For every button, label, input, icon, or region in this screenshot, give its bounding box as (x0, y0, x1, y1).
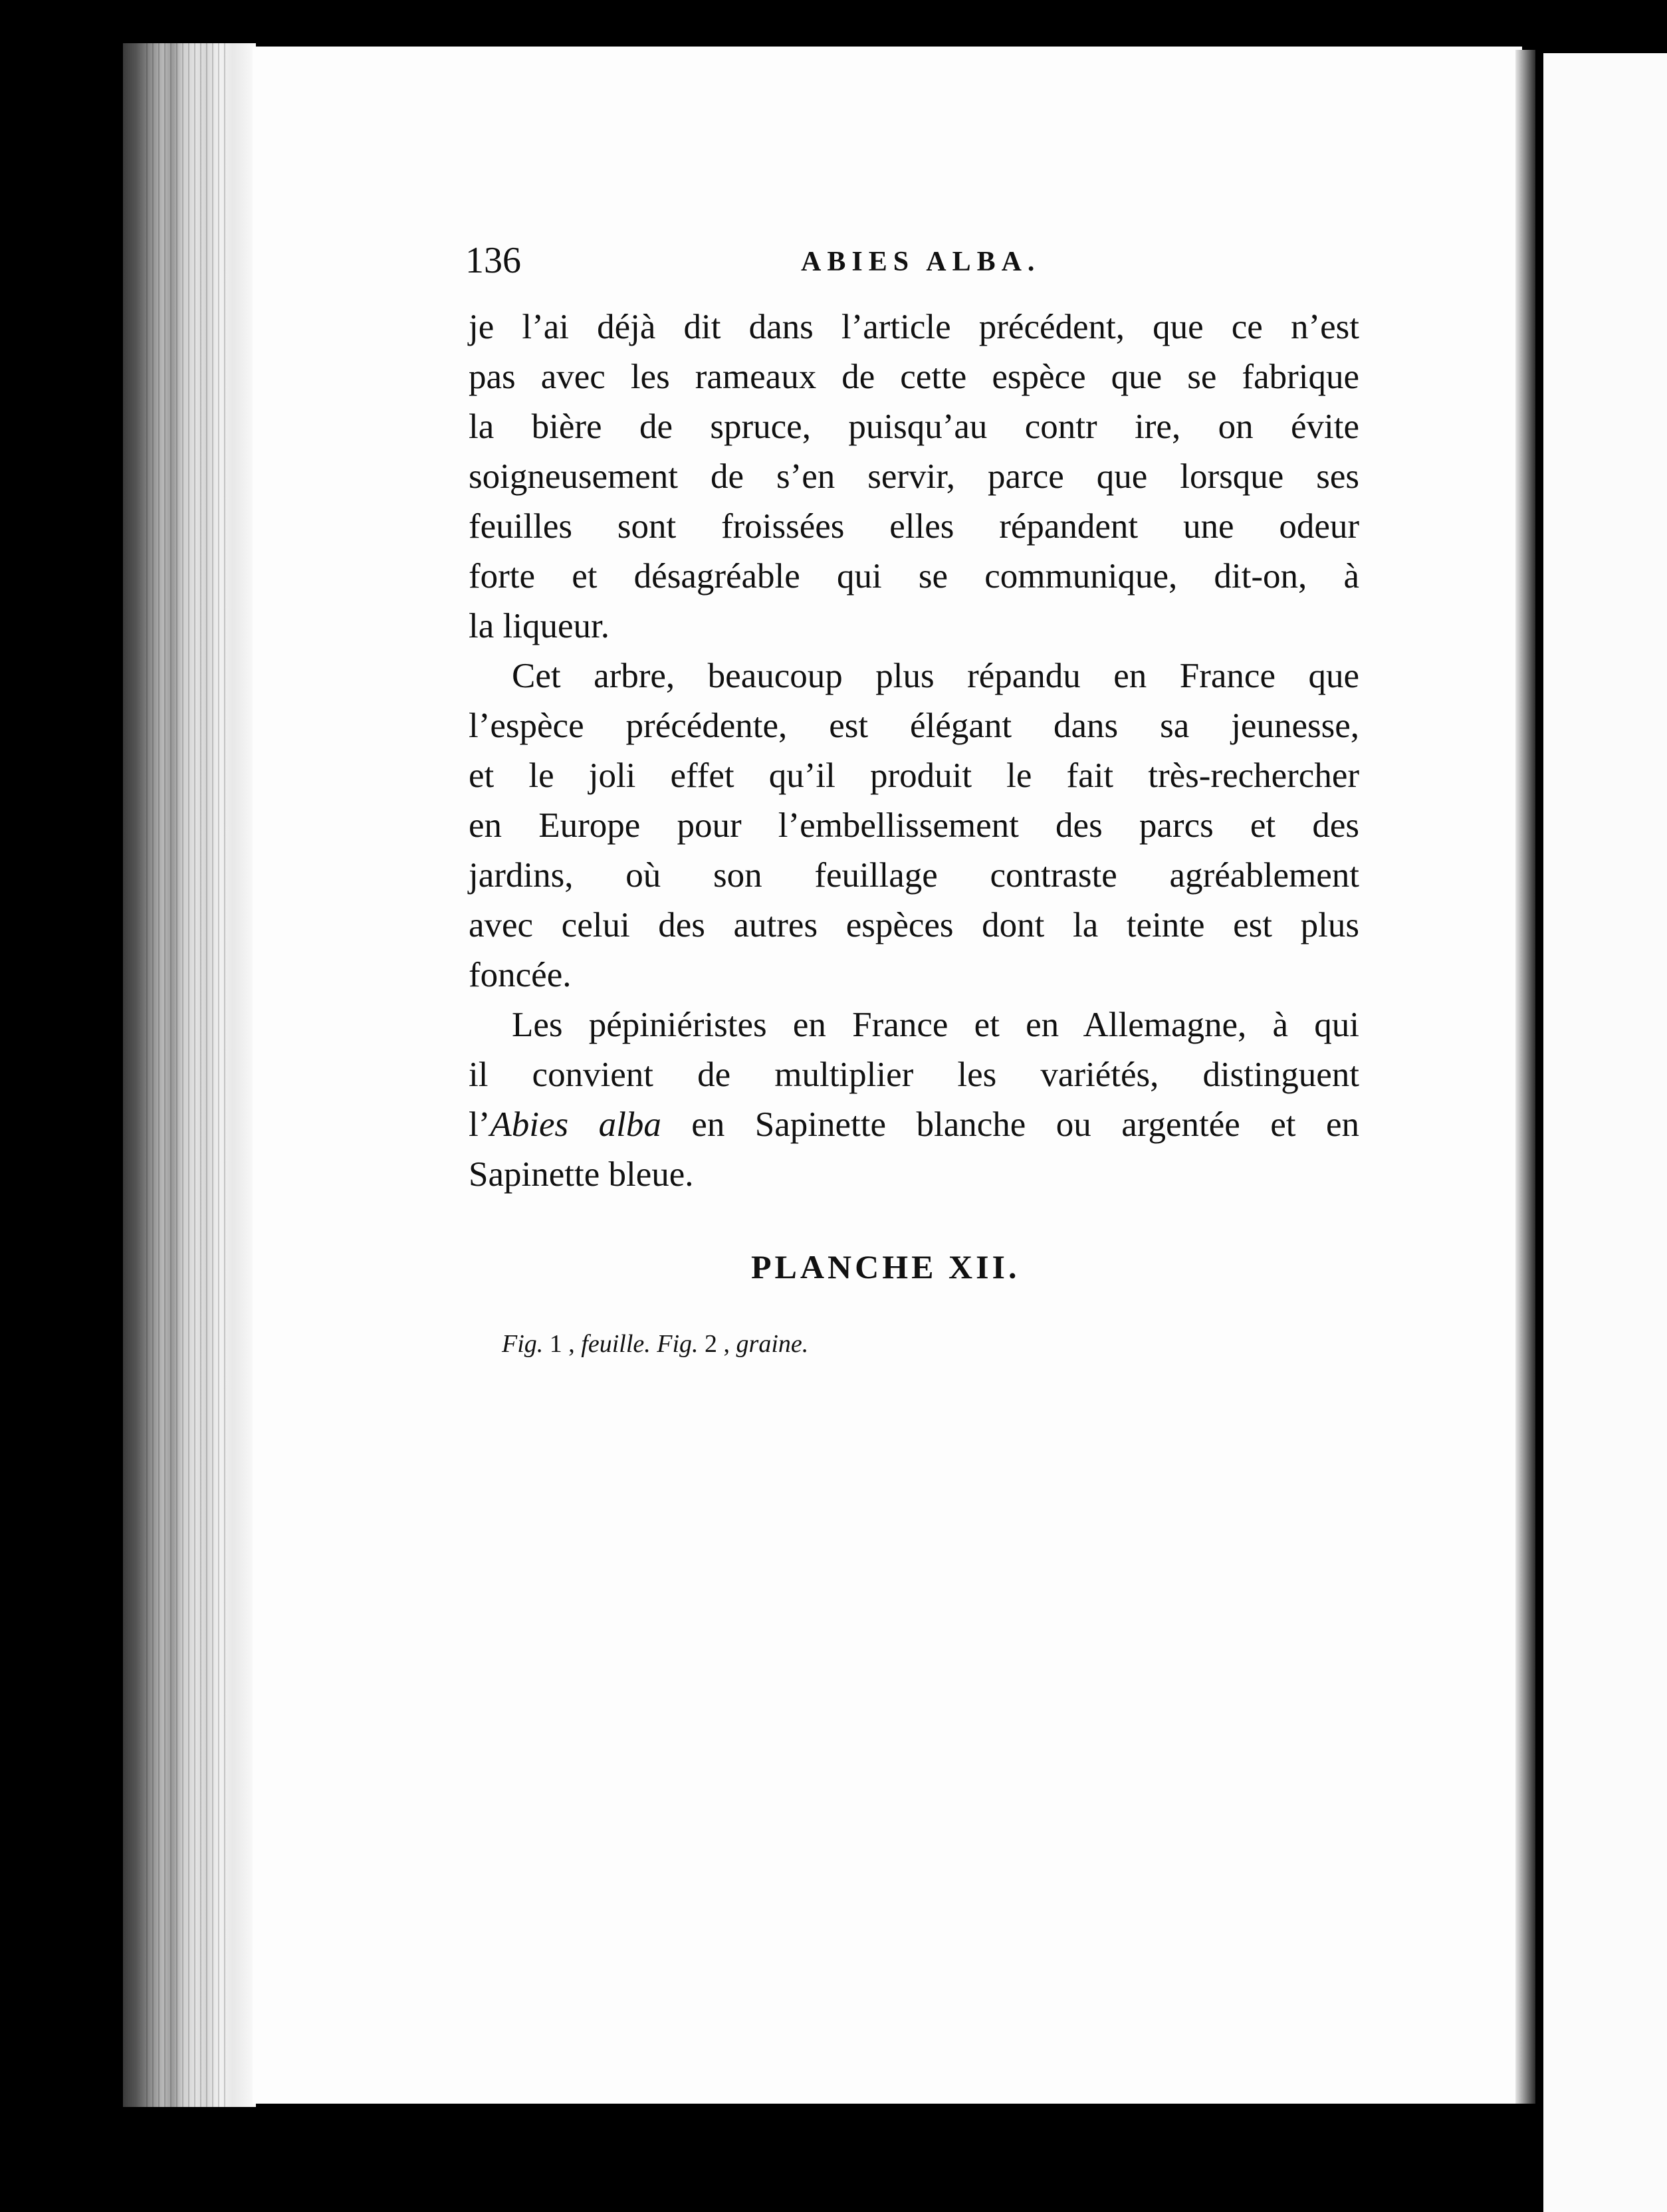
species-name: Abies alba (490, 1105, 661, 1144)
fig-description: feuille. (581, 1330, 651, 1358)
fig-number: 2 , (698, 1330, 736, 1358)
text-line: foncée. (469, 956, 572, 994)
text-line: il convient de multiplier les variétés, distinguent (469, 1055, 1359, 1094)
text-line: et le joli effet qu’il produit le fait très-rechercher (469, 756, 1359, 795)
text-line: la bière de spruce, puisqu’au contr ire, on évite (469, 407, 1359, 446)
facing-page-edge (1543, 53, 1667, 2212)
text-line: avec celui des autres espèces dont la teinte est plus (469, 906, 1359, 944)
text-line: Les pépiniéristes en France et en Allemagne, à qui (512, 1006, 1359, 1044)
gutter-shadow (1515, 50, 1535, 2104)
text-line: pas avec les rameaux de cette espèce que se fabrique (469, 358, 1359, 396)
figure-caption (502, 1329, 808, 1359)
text-line: soigneusement de s’en servir, parce que lorsque ses (469, 457, 1359, 496)
text-line: l’espèce précédente, est élégant dans sa jeunesse, (469, 707, 1359, 745)
text-line: Cet arbre, beaucoup plus répandu en France que (512, 657, 1359, 695)
running-title: ABIES ALBA. (801, 247, 1041, 277)
text-line: feuilles sont froissées elles répandent une odeur (469, 507, 1359, 546)
text-line: jardins, où son feuillage contraste agréablement (469, 856, 1359, 895)
page-number: 136 (465, 240, 521, 281)
text-line: en Europe pour l’embellissement des parcs et des (469, 806, 1359, 845)
plate-title: PLANCHE XII. (751, 1248, 1020, 1285)
text-line: Sapinette bleue. (469, 1155, 694, 1194)
body-text (469, 302, 1359, 1200)
fig-label: Fig. (502, 1330, 544, 1358)
page-header (465, 239, 1363, 286)
text-line: je l’ai déjà dit dans l’article précédent, que ce n’est (469, 308, 1359, 346)
page-edge-texture (146, 43, 226, 2107)
fig-description: graine. (736, 1330, 809, 1358)
text-line (469, 1100, 1359, 1150)
fig-label: Fig. (650, 1330, 699, 1358)
text-fragment: l’ (469, 1105, 491, 1144)
text-fragment: en Sapinette blanche ou argentée et en (661, 1105, 1359, 1144)
fig-number: 1 , (543, 1330, 582, 1358)
text-line: forte et désagréable qui se communique, dit-on, à (469, 557, 1359, 596)
text-line: la liqueur. (469, 607, 610, 645)
